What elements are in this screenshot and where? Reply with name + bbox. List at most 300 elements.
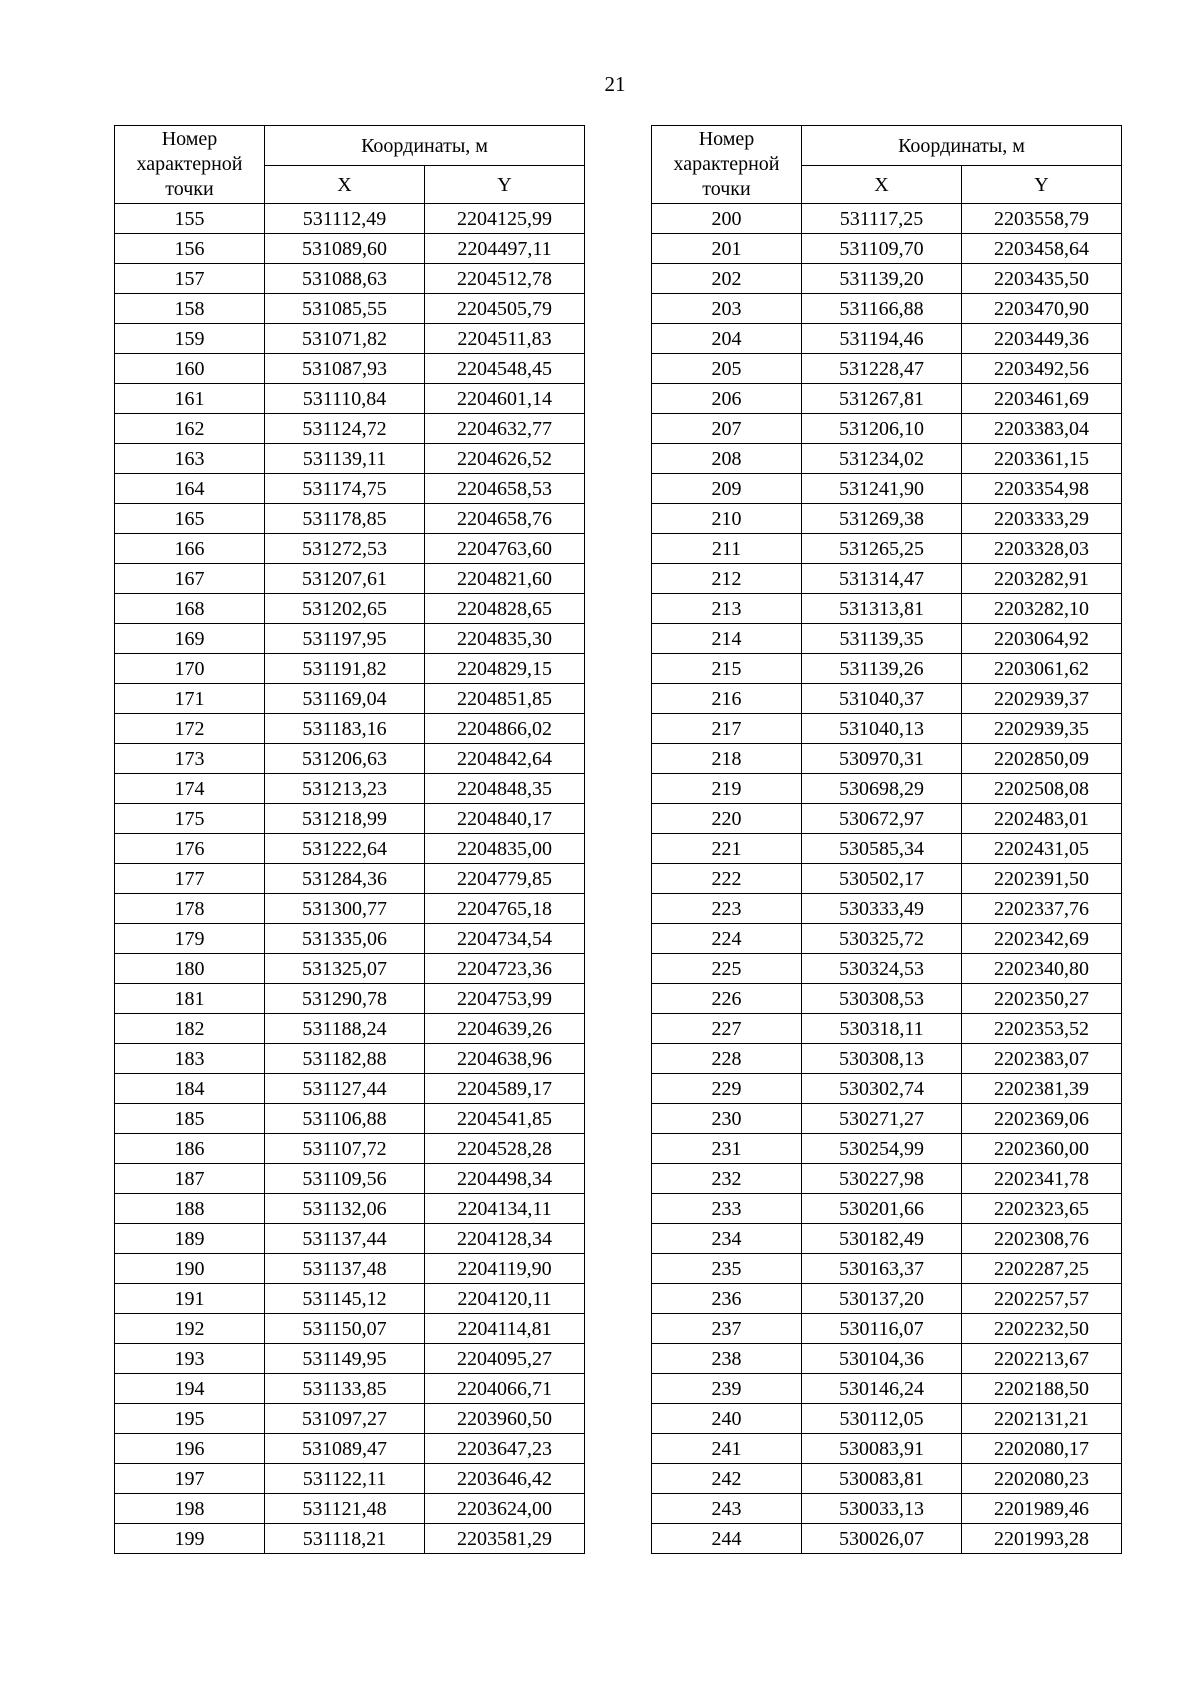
table-row (115, 1374, 585, 1404)
y-coordinate-cell: 2204835,00 (425, 834, 585, 864)
table-row (652, 474, 1122, 504)
point-number-cell: 213 (652, 594, 802, 624)
x-coordinate-cell: 530083,81 (802, 1464, 962, 1494)
table-row (115, 534, 585, 564)
x-column-header: X (265, 166, 425, 204)
table-row (652, 1284, 1122, 1314)
point-number-cell: 195 (115, 1404, 265, 1434)
point-number-cell: 234 (652, 1224, 802, 1254)
table-row (652, 714, 1122, 744)
table-row (652, 354, 1122, 384)
point-number-cell: 233 (652, 1194, 802, 1224)
table-row (652, 954, 1122, 984)
x-coordinate-cell: 531314,47 (802, 564, 962, 594)
table-row (652, 594, 1122, 624)
y-coordinate-cell: 2204497,11 (425, 234, 585, 264)
point-number-cell: 211 (652, 534, 802, 564)
point-number-cell: 224 (652, 924, 802, 954)
point-number-header: Номер характерной точки (652, 126, 802, 204)
table-row (115, 264, 585, 294)
point-number-cell: 212 (652, 564, 802, 594)
x-coordinate-cell: 530324,53 (802, 954, 962, 984)
y-coordinate-cell: 2202939,37 (962, 684, 1122, 714)
table-row (115, 864, 585, 894)
x-coordinate-cell: 531194,46 (802, 324, 962, 354)
point-number-cell: 203 (652, 294, 802, 324)
point-number-cell: 225 (652, 954, 802, 984)
y-coordinate-cell: 2204095,27 (425, 1344, 585, 1374)
point-number-cell: 178 (115, 894, 265, 924)
y-coordinate-cell: 2204541,85 (425, 1104, 585, 1134)
x-coordinate-cell: 531139,20 (802, 264, 962, 294)
table-row (652, 744, 1122, 774)
point-number-cell: 155 (115, 204, 265, 234)
x-coordinate-cell: 531089,60 (265, 234, 425, 264)
y-coordinate-cell: 2202850,09 (962, 744, 1122, 774)
table-row (115, 474, 585, 504)
table-row (115, 1164, 585, 1194)
y-coordinate-cell: 2204125,99 (425, 204, 585, 234)
y-coordinate-cell: 2204134,11 (425, 1194, 585, 1224)
y-coordinate-cell: 2203647,23 (425, 1434, 585, 1464)
table-row (115, 594, 585, 624)
table-row (115, 1314, 585, 1344)
y-coordinate-cell: 2204840,17 (425, 804, 585, 834)
table-row (115, 984, 585, 1014)
table-row (115, 1344, 585, 1374)
y-coordinate-cell: 2203061,62 (962, 654, 1122, 684)
x-coordinate-cell: 530182,49 (802, 1224, 962, 1254)
table-row (115, 444, 585, 474)
x-coordinate-cell: 531121,48 (265, 1494, 425, 1524)
x-coordinate-cell: 531206,63 (265, 744, 425, 774)
y-coordinate-cell: 2204835,30 (425, 624, 585, 654)
point-number-cell: 198 (115, 1494, 265, 1524)
point-number-cell: 220 (652, 804, 802, 834)
x-coordinate-cell: 531265,25 (802, 534, 962, 564)
y-coordinate-cell: 2204866,02 (425, 714, 585, 744)
x-coordinate-cell: 530116,07 (802, 1314, 962, 1344)
table-row (652, 564, 1122, 594)
table-row (115, 1284, 585, 1314)
x-coordinate-cell: 531087,93 (265, 354, 425, 384)
y-coordinate-cell: 2204528,28 (425, 1134, 585, 1164)
x-coordinate-cell: 531149,95 (265, 1344, 425, 1374)
point-number-cell: 156 (115, 234, 265, 264)
x-coordinate-cell: 531325,07 (265, 954, 425, 984)
y-coordinate-cell: 2203282,10 (962, 594, 1122, 624)
x-coordinate-cell: 531085,55 (265, 294, 425, 324)
x-coordinate-cell: 531290,78 (265, 984, 425, 1014)
y-coordinate-cell: 2204763,60 (425, 534, 585, 564)
table-row (115, 564, 585, 594)
page-number: 21 (604, 72, 626, 96)
x-coordinate-cell: 531183,16 (265, 714, 425, 744)
x-coordinate-cell: 531213,23 (265, 774, 425, 804)
y-coordinate-cell: 2204128,34 (425, 1224, 585, 1254)
point-number-cell: 190 (115, 1254, 265, 1284)
x-coordinate-cell: 530970,31 (802, 744, 962, 774)
table-row (115, 294, 585, 324)
point-number-cell: 238 (652, 1344, 802, 1374)
table-body (652, 204, 1122, 1554)
table-row (115, 1464, 585, 1494)
point-number-cell: 167 (115, 564, 265, 594)
point-number-cell: 175 (115, 804, 265, 834)
point-number-cell: 201 (652, 234, 802, 264)
table-row (115, 234, 585, 264)
table-row (652, 384, 1122, 414)
point-number-cell: 226 (652, 984, 802, 1014)
point-number-cell: 185 (115, 1104, 265, 1134)
y-coordinate-cell: 2204723,36 (425, 954, 585, 984)
table-row (115, 744, 585, 774)
table-row (652, 504, 1122, 534)
table-row (115, 354, 585, 384)
table-row (115, 834, 585, 864)
x-coordinate-cell: 531089,47 (265, 1434, 425, 1464)
y-coordinate-cell: 2203435,50 (962, 264, 1122, 294)
y-coordinate-cell: 2204765,18 (425, 894, 585, 924)
table-row (652, 924, 1122, 954)
x-coordinate-cell: 531150,07 (265, 1314, 425, 1344)
table-row (652, 1464, 1122, 1494)
x-coordinate-cell: 531191,82 (265, 654, 425, 684)
point-number-cell: 186 (115, 1134, 265, 1164)
point-number-cell: 232 (652, 1164, 802, 1194)
point-number-cell: 183 (115, 1044, 265, 1074)
coordinates-table-left (114, 125, 585, 1554)
y-coordinate-cell: 2204851,85 (425, 684, 585, 714)
table-row (652, 684, 1122, 714)
table-row (652, 1194, 1122, 1224)
table-row (652, 1404, 1122, 1434)
x-coordinate-cell: 531109,56 (265, 1164, 425, 1194)
x-coordinate-cell: 530698,29 (802, 774, 962, 804)
table-row (652, 1524, 1122, 1554)
y-coordinate-cell: 2203282,91 (962, 564, 1122, 594)
y-coordinate-cell: 2204828,65 (425, 594, 585, 624)
y-coordinate-cell: 2202337,76 (962, 894, 1122, 924)
point-number-cell: 196 (115, 1434, 265, 1464)
y-coordinate-cell: 2204601,14 (425, 384, 585, 414)
table-row (652, 1014, 1122, 1044)
x-coordinate-cell: 531335,06 (265, 924, 425, 954)
table-row (652, 774, 1122, 804)
x-coordinate-cell: 531202,65 (265, 594, 425, 624)
point-number-cell: 237 (652, 1314, 802, 1344)
y-coordinate-cell: 2204779,85 (425, 864, 585, 894)
point-number-cell: 176 (115, 834, 265, 864)
point-number-cell: 236 (652, 1284, 802, 1314)
y-coordinate-cell: 2202369,06 (962, 1104, 1122, 1134)
x-coordinate-cell: 531122,11 (265, 1464, 425, 1494)
table-row (115, 1254, 585, 1284)
x-coordinate-cell: 530585,34 (802, 834, 962, 864)
point-number-cell: 222 (652, 864, 802, 894)
x-coordinate-cell: 531272,53 (265, 534, 425, 564)
x-coordinate-cell: 531127,44 (265, 1074, 425, 1104)
point-number-cell: 227 (652, 1014, 802, 1044)
y-coordinate-cell: 2204829,15 (425, 654, 585, 684)
point-number-cell: 173 (115, 744, 265, 774)
table-row (652, 1044, 1122, 1074)
table-row (652, 1434, 1122, 1464)
y-coordinate-cell: 2204658,53 (425, 474, 585, 504)
y-coordinate-cell: 2203361,15 (962, 444, 1122, 474)
y-coordinate-cell: 2202232,50 (962, 1314, 1122, 1344)
y-coordinate-cell: 2202939,35 (962, 714, 1122, 744)
point-number-cell: 163 (115, 444, 265, 474)
table-row (115, 414, 585, 444)
x-coordinate-cell: 531112,49 (265, 204, 425, 234)
table-row (652, 1374, 1122, 1404)
y-coordinate-cell: 2204589,17 (425, 1074, 585, 1104)
x-column-header: X (802, 166, 962, 204)
table-row (115, 714, 585, 744)
y-coordinate-cell: 2204632,77 (425, 414, 585, 444)
x-coordinate-cell: 530672,97 (802, 804, 962, 834)
point-number-cell: 189 (115, 1224, 265, 1254)
table-body (115, 204, 585, 1554)
point-number-cell: 200 (652, 204, 802, 234)
y-coordinate-cell: 2204658,76 (425, 504, 585, 534)
table-row (652, 444, 1122, 474)
y-coordinate-cell: 2202391,50 (962, 864, 1122, 894)
y-coordinate-cell: 2202188,50 (962, 1374, 1122, 1404)
point-number-cell: 194 (115, 1374, 265, 1404)
x-coordinate-cell: 530104,36 (802, 1344, 962, 1374)
x-coordinate-cell: 530325,72 (802, 924, 962, 954)
y-coordinate-cell: 2203461,69 (962, 384, 1122, 414)
x-coordinate-cell: 530308,53 (802, 984, 962, 1014)
point-number-cell: 218 (652, 744, 802, 774)
y-coordinate-cell: 2202350,27 (962, 984, 1122, 1014)
point-number-cell: 241 (652, 1434, 802, 1464)
y-coordinate-cell: 2204119,90 (425, 1254, 585, 1284)
point-number-cell: 223 (652, 894, 802, 924)
point-number-cell: 229 (652, 1074, 802, 1104)
x-coordinate-cell: 530302,74 (802, 1074, 962, 1104)
x-coordinate-cell: 531139,35 (802, 624, 962, 654)
table-row (652, 654, 1122, 684)
table-row (115, 1224, 585, 1254)
table-header (115, 126, 585, 204)
y-coordinate-cell: 2202431,05 (962, 834, 1122, 864)
table-row (652, 1494, 1122, 1524)
table-row (115, 384, 585, 414)
x-coordinate-cell: 530083,91 (802, 1434, 962, 1464)
point-number-cell: 204 (652, 324, 802, 354)
y-coordinate-cell: 2202340,80 (962, 954, 1122, 984)
point-number-cell: 206 (652, 384, 802, 414)
table-row (115, 624, 585, 654)
y-coordinate-cell: 2201993,28 (962, 1524, 1122, 1554)
x-coordinate-cell: 531166,88 (802, 294, 962, 324)
x-coordinate-cell: 530227,98 (802, 1164, 962, 1194)
point-number-cell: 171 (115, 684, 265, 714)
y-coordinate-cell: 2202080,17 (962, 1434, 1122, 1464)
x-coordinate-cell: 531241,90 (802, 474, 962, 504)
y-coordinate-cell: 2203492,56 (962, 354, 1122, 384)
point-number-cell: 162 (115, 414, 265, 444)
point-number-cell: 210 (652, 504, 802, 534)
x-coordinate-cell: 531188,24 (265, 1014, 425, 1044)
table-row (652, 414, 1122, 444)
point-number-cell: 205 (652, 354, 802, 384)
table-row (115, 654, 585, 684)
point-number-cell: 170 (115, 654, 265, 684)
point-number-cell: 217 (652, 714, 802, 744)
table-row (115, 924, 585, 954)
y-coordinate-cell: 2203624,00 (425, 1494, 585, 1524)
table-row (115, 804, 585, 834)
x-coordinate-cell: 530318,11 (802, 1014, 962, 1044)
table-row (652, 624, 1122, 654)
y-coordinate-cell: 2204120,11 (425, 1284, 585, 1314)
y-coordinate-cell: 2202508,08 (962, 774, 1122, 804)
point-number-cell: 230 (652, 1104, 802, 1134)
x-coordinate-cell: 530271,27 (802, 1104, 962, 1134)
x-coordinate-cell: 531300,77 (265, 894, 425, 924)
y-coordinate-cell: 2203383,04 (962, 414, 1122, 444)
x-coordinate-cell: 530333,49 (802, 894, 962, 924)
point-number-cell: 161 (115, 384, 265, 414)
point-number-cell: 191 (115, 1284, 265, 1314)
y-coordinate-cell: 2204626,52 (425, 444, 585, 474)
table-row (652, 1104, 1122, 1134)
coordinates-header: Координаты, м (802, 126, 1122, 166)
point-number-cell: 215 (652, 654, 802, 684)
point-number-header: Номер характерной точки (115, 126, 265, 204)
point-number-cell: 166 (115, 534, 265, 564)
x-coordinate-cell: 531132,06 (265, 1194, 425, 1224)
point-number-cell: 240 (652, 1404, 802, 1434)
point-number-cell: 242 (652, 1464, 802, 1494)
y-coordinate-cell: 2203646,42 (425, 1464, 585, 1494)
point-number-cell: 181 (115, 984, 265, 1014)
y-coordinate-cell: 2202383,07 (962, 1044, 1122, 1074)
x-coordinate-cell: 531097,27 (265, 1404, 425, 1434)
x-coordinate-cell: 531182,88 (265, 1044, 425, 1074)
table-row (115, 954, 585, 984)
point-number-cell: 231 (652, 1134, 802, 1164)
y-column-header: Y (962, 166, 1122, 204)
table-row (652, 1164, 1122, 1194)
table-row (652, 834, 1122, 864)
table-row (652, 1224, 1122, 1254)
y-coordinate-cell: 2204066,71 (425, 1374, 585, 1404)
table-row (115, 1404, 585, 1434)
table-row (115, 504, 585, 534)
point-number-cell: 188 (115, 1194, 265, 1224)
x-coordinate-cell: 531110,84 (265, 384, 425, 414)
y-coordinate-cell: 2204505,79 (425, 294, 585, 324)
y-coordinate-cell: 2201989,46 (962, 1494, 1122, 1524)
point-number-cell: 193 (115, 1344, 265, 1374)
point-number-cell: 235 (652, 1254, 802, 1284)
x-coordinate-cell: 530112,05 (802, 1404, 962, 1434)
table-row (115, 204, 585, 234)
y-coordinate-cell: 2202341,78 (962, 1164, 1122, 1194)
y-coordinate-cell: 2204842,64 (425, 744, 585, 774)
x-coordinate-cell: 531040,13 (802, 714, 962, 744)
point-number-cell: 159 (115, 324, 265, 354)
y-coordinate-cell: 2202213,67 (962, 1344, 1122, 1374)
x-coordinate-cell: 531234,02 (802, 444, 962, 474)
x-coordinate-cell: 530146,24 (802, 1374, 962, 1404)
table-row (652, 1314, 1122, 1344)
x-coordinate-cell: 531117,25 (802, 204, 962, 234)
point-number-cell: 177 (115, 864, 265, 894)
point-number-cell: 164 (115, 474, 265, 504)
x-coordinate-cell: 531145,12 (265, 1284, 425, 1314)
table-row (652, 234, 1122, 264)
x-coordinate-cell: 531040,37 (802, 684, 962, 714)
point-number-cell: 214 (652, 624, 802, 654)
x-coordinate-cell: 530163,37 (802, 1254, 962, 1284)
y-coordinate-cell: 2202308,76 (962, 1224, 1122, 1254)
table-row (652, 894, 1122, 924)
table-row (115, 1104, 585, 1134)
y-coordinate-cell: 2204753,99 (425, 984, 585, 1014)
table-row (652, 1134, 1122, 1164)
x-coordinate-cell: 531222,64 (265, 834, 425, 864)
x-coordinate-cell: 531071,82 (265, 324, 425, 354)
x-coordinate-cell: 531088,63 (265, 264, 425, 294)
y-coordinate-cell: 2203960,50 (425, 1404, 585, 1434)
y-coordinate-cell: 2202257,57 (962, 1284, 1122, 1314)
table-row (115, 774, 585, 804)
point-number-cell: 180 (115, 954, 265, 984)
coordinates-table-right (651, 125, 1122, 1554)
table-row (115, 1074, 585, 1104)
y-coordinate-cell: 2203581,29 (425, 1524, 585, 1554)
point-number-cell: 197 (115, 1464, 265, 1494)
x-coordinate-cell: 531269,38 (802, 504, 962, 534)
y-coordinate-cell: 2202080,23 (962, 1464, 1122, 1494)
x-coordinate-cell: 531218,99 (265, 804, 425, 834)
point-number-cell: 174 (115, 774, 265, 804)
y-coordinate-cell: 2202342,69 (962, 924, 1122, 954)
point-number-cell: 228 (652, 1044, 802, 1074)
point-number-cell: 160 (115, 354, 265, 384)
y-coordinate-cell: 2203064,92 (962, 624, 1122, 654)
table-row (652, 1344, 1122, 1374)
x-coordinate-cell: 530033,13 (802, 1494, 962, 1524)
table-row (652, 294, 1122, 324)
x-coordinate-cell: 531107,72 (265, 1134, 425, 1164)
y-coordinate-cell: 2203458,64 (962, 234, 1122, 264)
table-row (652, 204, 1122, 234)
x-coordinate-cell: 531169,04 (265, 684, 425, 714)
x-coordinate-cell: 531228,47 (802, 354, 962, 384)
point-number-cell: 244 (652, 1524, 802, 1554)
table-row (652, 264, 1122, 294)
point-number-cell: 219 (652, 774, 802, 804)
y-coordinate-cell: 2203333,29 (962, 504, 1122, 534)
x-coordinate-cell: 531109,70 (802, 234, 962, 264)
point-number-cell: 209 (652, 474, 802, 504)
point-number-cell: 172 (115, 714, 265, 744)
point-number-cell: 168 (115, 594, 265, 624)
y-coordinate-cell: 2203558,79 (962, 204, 1122, 234)
x-coordinate-cell: 531284,36 (265, 864, 425, 894)
table-row (652, 534, 1122, 564)
table-row (115, 324, 585, 354)
coordinates-header: Координаты, м (265, 126, 585, 166)
x-coordinate-cell: 531133,85 (265, 1374, 425, 1404)
